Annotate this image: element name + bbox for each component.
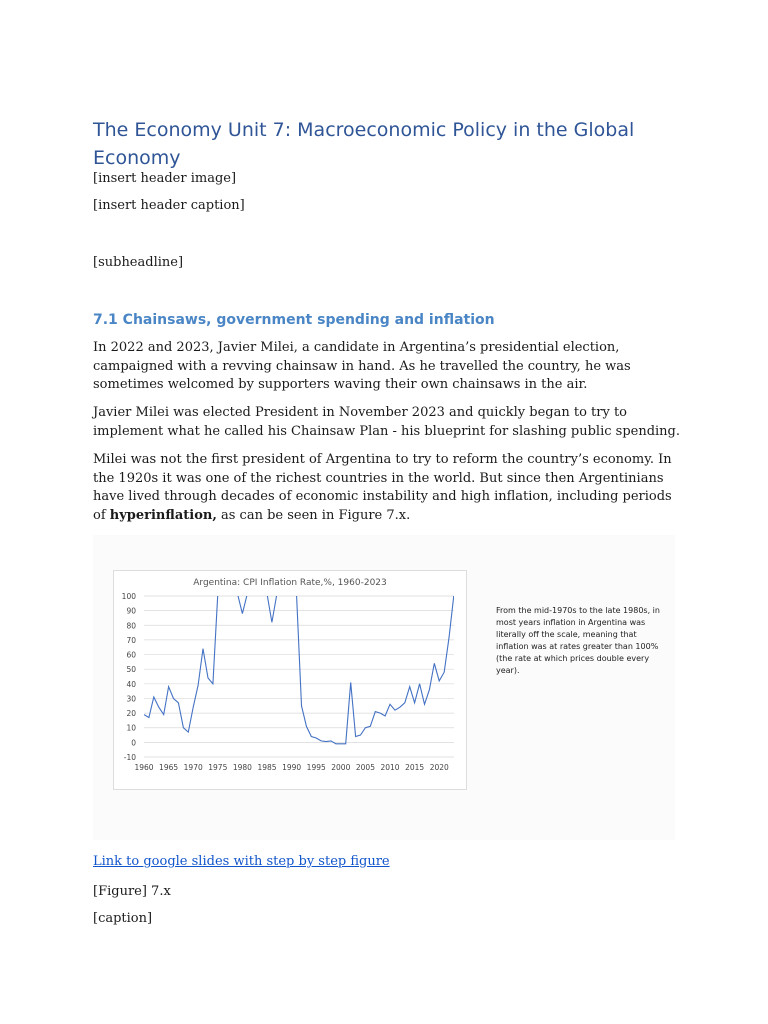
chart-frame — [113, 570, 467, 790]
paragraph-3 — [93, 451, 683, 525]
x-tick-label: 2005 — [355, 763, 375, 772]
caption-placeholder: [caption] — [93, 911, 153, 926]
y-tick-label: 0 — [131, 738, 136, 748]
y-tick-label: 80 — [126, 621, 136, 631]
google-slides-link[interactable]: Link to google slides with step by step figure — [93, 854, 390, 869]
figure-label: [Figure] 7.x — [93, 884, 171, 899]
y-tick-label: 100 — [121, 592, 136, 601]
y-tick-label: 30 — [126, 694, 136, 704]
x-tick-label: 1980 — [232, 763, 252, 772]
x-tick-label: 2000 — [331, 763, 351, 772]
x-tick-label: 1965 — [159, 763, 179, 772]
paragraph-3-ending: as can be seen in Figure 7.x. — [216, 507, 411, 523]
figure-note: From the mid-1970s to the late 1980s, in most years inflation in Argentina was literally off the scale, meaning that inflation was at rates greater than 100% (the rate at which prices double every year). — [496, 606, 660, 675]
hyperinflation-term: hyperinflation, — [109, 507, 217, 523]
x-tick-label: 2010 — [380, 763, 400, 772]
y-tick-label: 10 — [126, 723, 136, 733]
x-tick-label: 2015 — [405, 763, 425, 772]
section-heading: 7.1 Chainsaws, government spending and inflation — [93, 312, 495, 328]
inflation-series-line — [144, 594, 454, 744]
chart-title: Argentina: CPI Inflation Rate,%, 1960-2023 — [193, 578, 387, 588]
y-tick-label: 70 — [126, 635, 136, 645]
paragraph-1: In 2022 and 2023, Javier Milei, a candidate in Argentina’s presidential election, campaigned with a revving chainsaw in hand. As he travelled the country, he was sometimes welcomed by supporters waving their own chainsaws in the air. — [93, 340, 631, 392]
y-tick-label: 50 — [126, 665, 136, 675]
header-image-placeholder: [insert header image] — [93, 171, 237, 186]
subheadline-placeholder: [subheadline] — [93, 255, 184, 270]
y-tick-label: 40 — [126, 679, 136, 689]
y-tick-label: -10 — [123, 753, 136, 762]
x-tick-label: 1995 — [306, 763, 326, 772]
header-caption-placeholder: [insert header caption] — [93, 198, 245, 213]
paragraph-3-text: Milei was not the first president of Argentina to try to reform the country’s economy. In the 1920s it was one of the richest countries in the world. But since then Argentinians have lived through decades of economic instability and high inflation, including periods of — [93, 452, 672, 523]
y-tick-label: 20 — [126, 709, 136, 719]
y-tick-label: 60 — [126, 650, 136, 660]
page-title: The Economy Unit 7: Macroeconomic Policy in the Global Economy — [93, 119, 635, 169]
figure-7x — [93, 535, 675, 840]
y-tick-label: 90 — [126, 606, 136, 616]
x-tick-label: 1990 — [282, 763, 302, 772]
x-tick-label: 1960 — [134, 763, 154, 772]
paragraph-2: Javier Milei was elected President in November 2023 and quickly began to try to implement what he called his Chainsaw Plan - his blueprint for slashing public spending. — [93, 405, 681, 439]
x-tick-label: 1975 — [208, 763, 228, 772]
inflation-chart — [114, 571, 466, 789]
x-tick-label: 2020 — [429, 763, 449, 772]
x-tick-label: 1985 — [257, 763, 277, 772]
x-tick-label: 1970 — [183, 763, 203, 772]
